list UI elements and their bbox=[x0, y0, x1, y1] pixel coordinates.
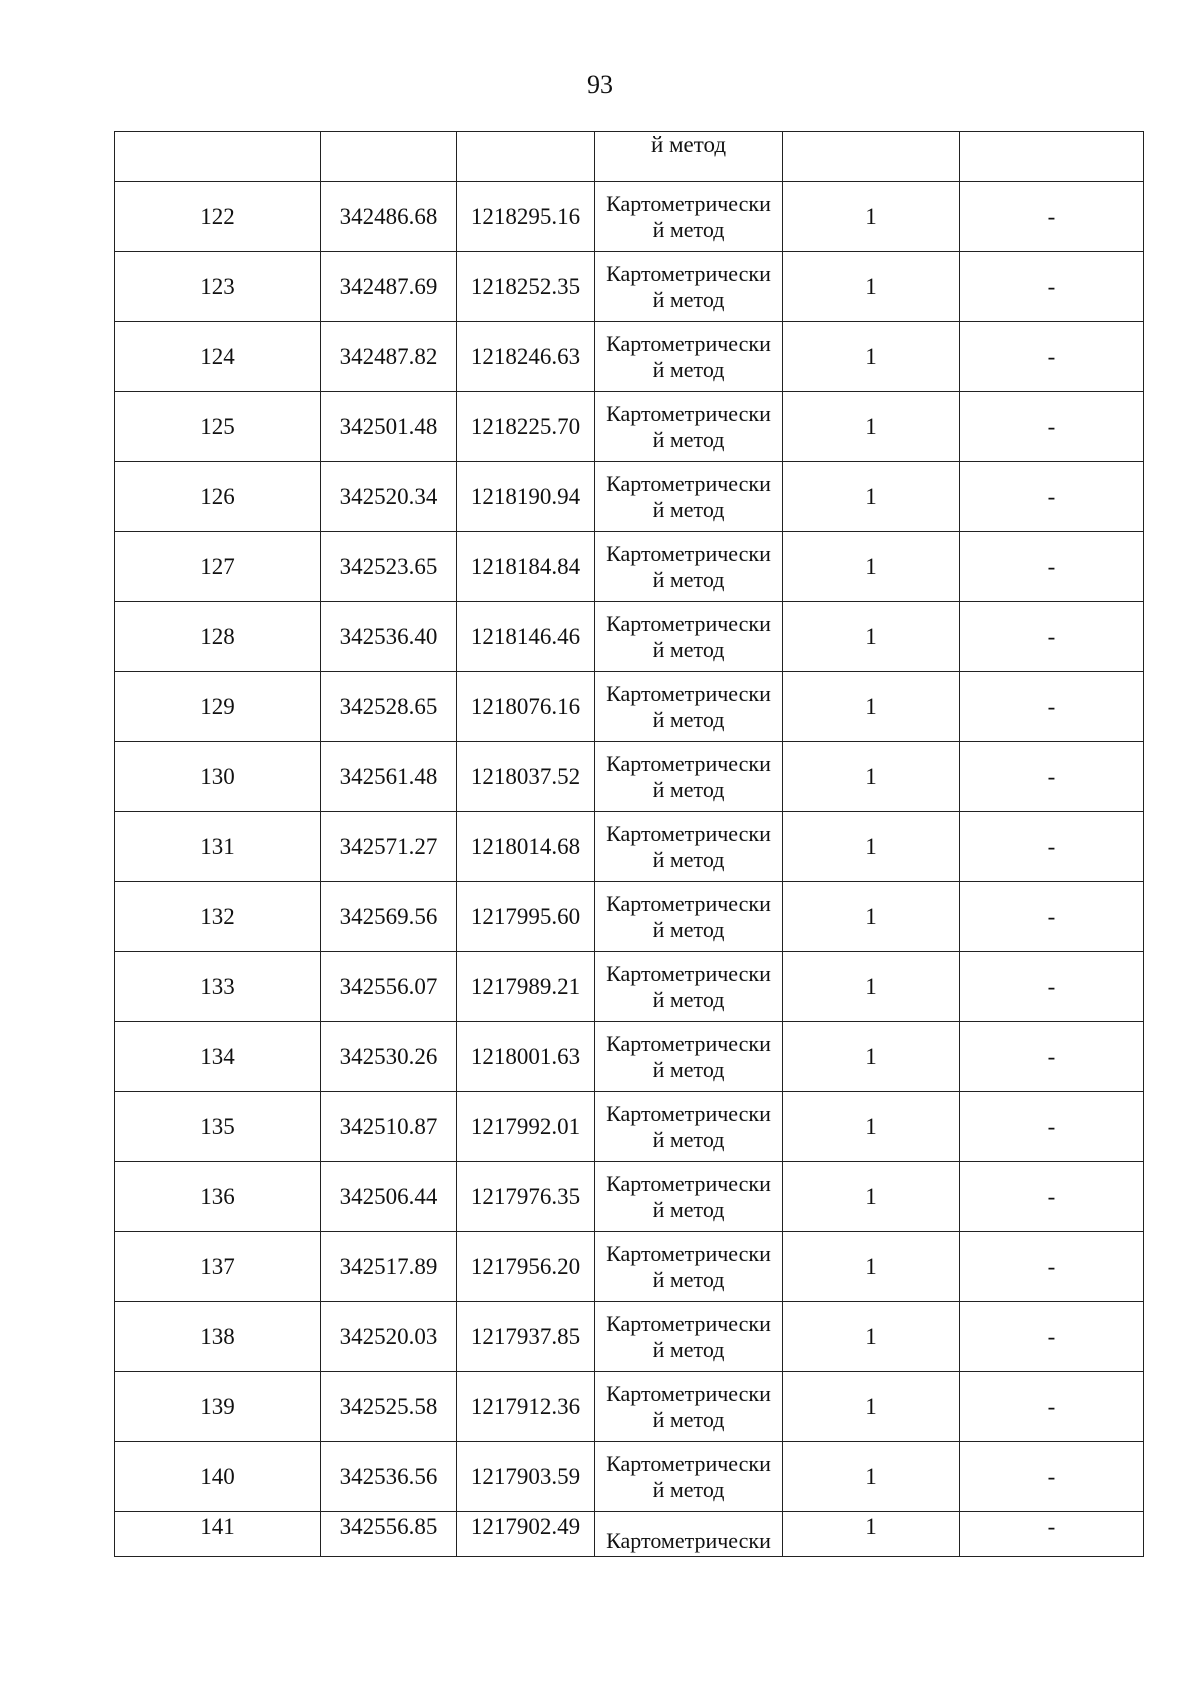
cell-x: 342510.87 bbox=[321, 1092, 457, 1162]
cell-num: 124 bbox=[115, 322, 321, 392]
cell-num: 129 bbox=[115, 672, 321, 742]
cell-note: - bbox=[960, 252, 1144, 322]
cell-x: 342486.68 bbox=[321, 182, 457, 252]
method-line-1: Картометрически bbox=[606, 680, 771, 706]
cell-x: 342536.56 bbox=[321, 1442, 457, 1512]
cell-x: 342571.27 bbox=[321, 812, 457, 882]
table-row bbox=[115, 1232, 1144, 1302]
page-number: 93 bbox=[587, 70, 613, 99]
cell-accuracy: 1 bbox=[783, 462, 960, 532]
cell-num: 132 bbox=[115, 882, 321, 952]
cell-method: й метод bbox=[595, 132, 783, 182]
method-line-2: й метод bbox=[652, 1266, 725, 1292]
cell-num: 128 bbox=[115, 602, 321, 672]
cell-method bbox=[595, 742, 783, 812]
table-row bbox=[115, 882, 1144, 952]
method-line-1: Картометрически bbox=[606, 1240, 771, 1266]
cell-note: - bbox=[960, 1372, 1144, 1442]
method-line-2: й метод bbox=[652, 426, 725, 452]
cell-accuracy: 1 bbox=[783, 882, 960, 952]
cell-num bbox=[115, 132, 321, 182]
cell-accuracy bbox=[783, 132, 960, 182]
cell-accuracy: 1 bbox=[783, 1372, 960, 1442]
cell-x: 342501.48 bbox=[321, 392, 457, 462]
method-line-1: Картометрически bbox=[606, 400, 771, 426]
cell-method bbox=[595, 882, 783, 952]
cell-note: - bbox=[960, 322, 1144, 392]
cell-num: 141 bbox=[115, 1512, 321, 1557]
cell-note: - bbox=[960, 742, 1144, 812]
table-row bbox=[115, 252, 1144, 322]
method-line-1: Картометрически bbox=[606, 1170, 771, 1196]
cell-x: 342520.34 bbox=[321, 462, 457, 532]
cell-method bbox=[595, 1232, 783, 1302]
cell-num: 140 bbox=[115, 1442, 321, 1512]
cell-accuracy: 1 bbox=[783, 742, 960, 812]
cell-num: 123 bbox=[115, 252, 321, 322]
cell-note: - bbox=[960, 1022, 1144, 1092]
cell-y: 1218184.84 bbox=[457, 532, 595, 602]
cell-note: - bbox=[960, 1092, 1144, 1162]
cell-note: - bbox=[960, 1512, 1144, 1557]
cell-accuracy: 1 bbox=[783, 252, 960, 322]
table-row bbox=[115, 742, 1144, 812]
table-row bbox=[115, 532, 1144, 602]
cell-num: 133 bbox=[115, 952, 321, 1022]
method-line-2: й метод bbox=[652, 356, 725, 382]
cell-y: 1217912.36 bbox=[457, 1372, 595, 1442]
cell-note: - bbox=[960, 672, 1144, 742]
cell-method bbox=[595, 182, 783, 252]
cell-method: Картометрически bbox=[595, 1512, 783, 1557]
cell-note: - bbox=[960, 1232, 1144, 1302]
cell-y: 1217989.21 bbox=[457, 952, 595, 1022]
cell-method bbox=[595, 1372, 783, 1442]
cell-note: - bbox=[960, 952, 1144, 1022]
cell-x: 342525.58 bbox=[321, 1372, 457, 1442]
method-line-1: Картометрически bbox=[606, 1310, 771, 1336]
cell-method bbox=[595, 392, 783, 462]
cell-method bbox=[595, 1092, 783, 1162]
cell-num: 131 bbox=[115, 812, 321, 882]
cell-x: 342520.03 bbox=[321, 1302, 457, 1372]
table-row bbox=[115, 1442, 1144, 1512]
table-row bbox=[115, 812, 1144, 882]
cell-num: 126 bbox=[115, 462, 321, 532]
method-line-2: й метод bbox=[652, 636, 725, 662]
cell-accuracy: 1 bbox=[783, 952, 960, 1022]
method-line-2: й метод bbox=[652, 846, 725, 872]
table-row bbox=[115, 952, 1144, 1022]
cell-x: 342569.56 bbox=[321, 882, 457, 952]
table-body bbox=[115, 132, 1144, 1557]
cell-method bbox=[595, 532, 783, 602]
method-line-2: й метод bbox=[652, 916, 725, 942]
table-row bbox=[115, 322, 1144, 392]
cell-accuracy: 1 bbox=[783, 1162, 960, 1232]
cell-method bbox=[595, 322, 783, 392]
method-line-2: й метод bbox=[652, 986, 725, 1012]
cell-num: 135 bbox=[115, 1092, 321, 1162]
cell-num: 138 bbox=[115, 1302, 321, 1372]
method-line-2: й метод bbox=[652, 1126, 725, 1152]
method-line-2: й метод bbox=[652, 776, 725, 802]
cell-note: - bbox=[960, 1442, 1144, 1512]
cell-accuracy: 1 bbox=[783, 1442, 960, 1512]
cell-x bbox=[321, 132, 457, 182]
cell-accuracy: 1 bbox=[783, 672, 960, 742]
method-line-1: Картометрически bbox=[606, 330, 771, 356]
cell-accuracy: 1 bbox=[783, 532, 960, 602]
cell-y: 1217956.20 bbox=[457, 1232, 595, 1302]
table-row bbox=[115, 1092, 1144, 1162]
method-line-1: Картометрически bbox=[606, 1380, 771, 1406]
cell-num: 137 bbox=[115, 1232, 321, 1302]
cell-y: 1217902.49 bbox=[457, 1512, 595, 1557]
table-row-continuation bbox=[115, 132, 1144, 182]
cell-method bbox=[595, 1442, 783, 1512]
cell-note: - bbox=[960, 812, 1144, 882]
cell-accuracy: 1 bbox=[783, 1092, 960, 1162]
table-row bbox=[115, 672, 1144, 742]
method-line-1: Картометрически bbox=[606, 1100, 771, 1126]
cell-num: 139 bbox=[115, 1372, 321, 1442]
method-line-2: й метод bbox=[652, 1406, 725, 1432]
method-line-2: й метод bbox=[652, 1476, 725, 1502]
cell-note: - bbox=[960, 532, 1144, 602]
cell-accuracy: 1 bbox=[783, 322, 960, 392]
cell-method bbox=[595, 252, 783, 322]
cell-y: 1218146.46 bbox=[457, 602, 595, 672]
cell-y: 1217903.59 bbox=[457, 1442, 595, 1512]
cell-x: 342506.44 bbox=[321, 1162, 457, 1232]
cell-method bbox=[595, 1162, 783, 1232]
cell-y: 1218295.16 bbox=[457, 182, 595, 252]
cell-x: 342487.69 bbox=[321, 252, 457, 322]
cell-y: 1218190.94 bbox=[457, 462, 595, 532]
cell-x: 342528.65 bbox=[321, 672, 457, 742]
method-line-1: Картометрически bbox=[606, 750, 771, 776]
table-row bbox=[115, 462, 1144, 532]
method-line-2: й метод bbox=[652, 566, 725, 592]
method-line-1: Картометрически bbox=[606, 1450, 771, 1476]
cell-x: 342517.89 bbox=[321, 1232, 457, 1302]
cell-y: 1218001.63 bbox=[457, 1022, 595, 1092]
method-line-1: Картометрически bbox=[606, 470, 771, 496]
cell-y: 1218076.16 bbox=[457, 672, 595, 742]
cell-note bbox=[960, 132, 1144, 182]
table-row bbox=[115, 1022, 1144, 1092]
cell-method bbox=[595, 462, 783, 532]
method-line-1: Картометрически bbox=[606, 610, 771, 636]
method-line-2: й метод bbox=[652, 216, 725, 242]
cell-method bbox=[595, 602, 783, 672]
cell-accuracy: 1 bbox=[783, 182, 960, 252]
cell-x: 342487.82 bbox=[321, 322, 457, 392]
cell-y: 1217995.60 bbox=[457, 882, 595, 952]
cell-x: 342523.65 bbox=[321, 532, 457, 602]
table-row-last bbox=[115, 1512, 1144, 1557]
cell-num: 122 bbox=[115, 182, 321, 252]
cell-num: 125 bbox=[115, 392, 321, 462]
method-line-1: Картометрически bbox=[606, 960, 771, 986]
cell-accuracy: 1 bbox=[783, 1232, 960, 1302]
cell-y: 1218252.35 bbox=[457, 252, 595, 322]
cell-num: 136 bbox=[115, 1162, 321, 1232]
cell-note: - bbox=[960, 602, 1144, 672]
table-row bbox=[115, 1162, 1144, 1232]
cell-method bbox=[595, 672, 783, 742]
cell-method bbox=[595, 1022, 783, 1092]
table-row bbox=[115, 602, 1144, 672]
cell-x: 342556.85 bbox=[321, 1512, 457, 1557]
cell-x: 342561.48 bbox=[321, 742, 457, 812]
cell-method bbox=[595, 812, 783, 882]
method-line-2: й метод bbox=[652, 1336, 725, 1362]
cell-y: 1218014.68 bbox=[457, 812, 595, 882]
method-line-2: й метод bbox=[652, 496, 725, 522]
table-row bbox=[115, 182, 1144, 252]
cell-accuracy: 1 bbox=[783, 812, 960, 882]
method-line-1: Картометрически bbox=[606, 190, 771, 216]
table-row bbox=[115, 392, 1144, 462]
cell-accuracy: 1 bbox=[783, 1512, 960, 1557]
cell-accuracy: 1 bbox=[783, 1302, 960, 1372]
cell-num: 134 bbox=[115, 1022, 321, 1092]
method-line-1: Картометрически bbox=[606, 820, 771, 846]
method-line-1: Картометрически bbox=[606, 1030, 771, 1056]
cell-accuracy: 1 bbox=[783, 392, 960, 462]
cell-accuracy: 1 bbox=[783, 602, 960, 672]
cell-note: - bbox=[960, 462, 1144, 532]
table-row bbox=[115, 1302, 1144, 1372]
method-line-1: Картометрически bbox=[606, 890, 771, 916]
cell-y: 1218246.63 bbox=[457, 322, 595, 392]
cell-note: - bbox=[960, 392, 1144, 462]
cell-y: 1218037.52 bbox=[457, 742, 595, 812]
method-line-2: й метод bbox=[652, 286, 725, 312]
cell-x: 342536.40 bbox=[321, 602, 457, 672]
cell-x: 342556.07 bbox=[321, 952, 457, 1022]
cell-x: 342530.26 bbox=[321, 1022, 457, 1092]
cell-num: 130 bbox=[115, 742, 321, 812]
cell-note: - bbox=[960, 182, 1144, 252]
table-row bbox=[115, 1372, 1144, 1442]
cell-note: - bbox=[960, 882, 1144, 952]
cell-y: 1217992.01 bbox=[457, 1092, 595, 1162]
cell-y bbox=[457, 132, 595, 182]
method-line-2: й метод bbox=[652, 1196, 725, 1222]
cell-note: - bbox=[960, 1162, 1144, 1232]
cell-note: - bbox=[960, 1302, 1144, 1372]
method-line-2: й метод bbox=[652, 1056, 725, 1082]
method-line-1: Картометрически bbox=[606, 260, 771, 286]
cell-method bbox=[595, 952, 783, 1022]
cell-y: 1217937.85 bbox=[457, 1302, 595, 1372]
cell-num: 127 bbox=[115, 532, 321, 602]
cell-y: 1218225.70 bbox=[457, 392, 595, 462]
cell-accuracy: 1 bbox=[783, 1022, 960, 1092]
coordinates-table bbox=[114, 131, 1144, 1557]
cell-method bbox=[595, 1302, 783, 1372]
method-line-1: Картометрически bbox=[606, 540, 771, 566]
method-line-2: й метод bbox=[652, 706, 725, 732]
cell-y: 1217976.35 bbox=[457, 1162, 595, 1232]
